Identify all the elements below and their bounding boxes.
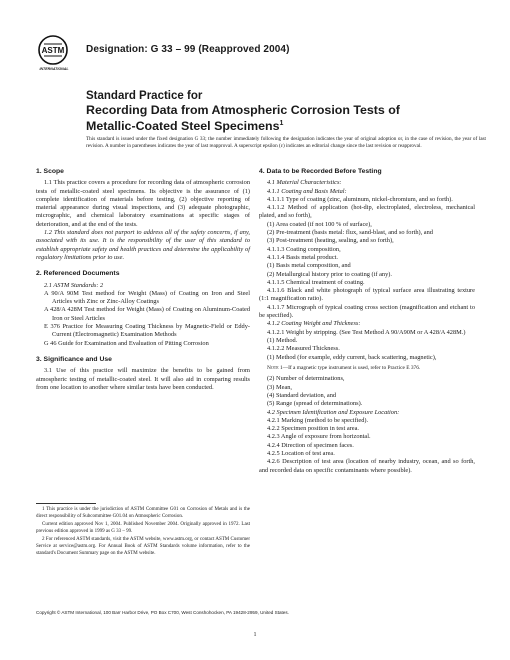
footnotes: [36, 507, 250, 559]
data-line-7: 4.1.1.3 Coating composition,: [267, 245, 341, 253]
data-line-b-4: 4.2 Specimen Identification and Exposure Location:: [267, 408, 400, 416]
referenced-documents-heading: 2. Referenced Documents: [36, 270, 120, 278]
data-line-b-3: (5) Range (spread of determinations).: [267, 400, 363, 408]
data-line-17: 4.1.2.2 Measured Thickness.: [267, 345, 340, 353]
significance-heading: 3. Significance and Use: [36, 355, 112, 363]
scope-1-1: 1.1 This practice covers a procedure for recording data of atmospheric corrosion tests of metallic-coated steel specimens. Its objective is the assurance of (1) complete identification of materials before testing, (2) objective reporting of material appearance during visual inspections, and (3) adequate photographic, micrographic, and chemical laboratory examinations at specific stages of deterioration, and at the end of the tests.: [36, 179, 250, 228]
data-line-5: (2) Pre-treatment (basis metal: flux, sand-blast, and so forth), and: [267, 229, 433, 237]
data-line-14: 4.1.2 Coating Weight and Thickness:: [267, 320, 361, 328]
data-line-2: 4.1.1.1 Type of coating (zinc, aluminum, nickel-chromium, and so forth).: [267, 195, 453, 203]
data-line-b-10: 4.2.6 Description of test area (location of nearby industry, ocean, and so forth, and recorded data on specific contaminants where possible).: [259, 458, 475, 474]
footnote-2: 2 For referenced ASTM standards, visit the ASTM website, www.astm.org, or contact ASTM Customer Service at service@astm.org. For Annual Book of ASTM Standards volume information, refer to the standard's Document Summary page on the ASTM website.: [36, 537, 250, 556]
scope-1-2: 1.2 This standard does not purport to address all of the safety concerns, if any, associated with its use. It is the responsibility of the user of this standard to establish appropriate safety and health practices and determine the applicability of regulatory limitations prior to use.: [36, 229, 250, 261]
logo-text: INTERNATIONAL: [39, 67, 69, 71]
data-line-b-6: 4.2.2 Specimen position in test area.: [267, 425, 359, 433]
scope-heading: 1. Scope: [36, 168, 64, 175]
data-line-4: (1) Area coated (if not 100 % of surface),: [267, 220, 372, 228]
right-lines: [259, 179, 475, 362]
data-line-15: 4.1.2.1 Weight by stripping. (See Test Method A 90/A90M or A 428/A 428M.): [267, 328, 466, 336]
title-footnote-mark: 1: [279, 120, 284, 127]
data-line-12: 4.1.1.6 Black and white photograph of typical surface area illustrating texture (1:1 magnification ratio).: [259, 287, 475, 303]
footnote-edition: Current edition approved Nov 1, 2004. Published November 2004. Originally approved in 1972. Last previous edition approved in 1999 as G 33 – 99.: [36, 522, 250, 534]
right-lines-2: [259, 375, 475, 475]
data-line-b-7: 4.2.3 Angle of exposure from horizontal.: [267, 433, 371, 441]
footnote-rule: [36, 503, 96, 504]
note-label: Note 1: [267, 364, 283, 371]
right-column: [259, 168, 475, 475]
page-number: 1: [253, 632, 257, 638]
footnote-1: 1 This practice is under the jurisdiction of ASTM Committee G01 on Corrosion of Metals and is the direct responsibility of Subcommittee G01.04 on Atmospheric Corrosion.: [36, 507, 250, 519]
data-line-b-9: 4.2.5 Location of test area.: [267, 450, 335, 457]
title-text: Metallic-Coated Steel Specimens: [86, 119, 280, 134]
note-text: —If a magnetic type instrument is used, refer to Practice E 376.: [282, 364, 421, 371]
ref-item-a428: A 428/A 428M Test method for Weight (Mass) of Coating on Aluminum-Coated Iron or Steel Articles: [44, 306, 250, 322]
data-line-0: 4.1 Material Characteristics:: [267, 179, 342, 187]
data-line-16: (1) Method.: [267, 336, 298, 344]
ref-item-e376: E 376 Practice for Measuring Coating Thickness by Magnetic-Field or Eddy-Current (Electromagnetic) Examination Methods: [44, 323, 250, 339]
note-1: [259, 365, 475, 373]
data-line-6: (3) Post-treatment (heating, sealing, and so forth),: [267, 237, 394, 245]
data-line-9: (1) Basis metal composition, and: [267, 262, 351, 270]
data-line-18: (1) Method (for example, eddy current, back scattering, magnetic),: [267, 353, 437, 361]
data-line-1: 4.1.1 Coating and Basis Metal:: [267, 187, 347, 195]
svg-text:ASTM: ASTM: [41, 46, 65, 55]
title-line-2: Recording Data from Atmospheric Corrosion Tests of: [86, 103, 400, 117]
data-line-3: 4.1.1.2 Method of application (hot-dip, electroplated, electroless, mechanical plated, and so forth),: [259, 204, 475, 220]
data-line-13: 4.1.1.7 Micrograph of typical coating cross section (magnification and etchant to be specified).: [259, 303, 475, 320]
ref-item-g46: G 46 Guide for Examination and Evaluation of Pitting Corrosion: [44, 339, 209, 347]
astm-logo: [36, 34, 70, 74]
ref-2-1: 2.1 ASTM Standards: 2: [44, 281, 104, 289]
title-line-1: Standard Practice for: [86, 90, 203, 102]
data-line-b-1: (3) Mean,: [267, 383, 293, 391]
data-line-10: (2) Metallurgical history prior to coating (if any).: [267, 270, 392, 278]
data-before-testing-heading: 4. Data to be Recorded Before Testing: [259, 168, 382, 175]
data-line-8: 4.1.1.4 Basis metal product.: [267, 253, 339, 261]
data-line-b-8: 4.2.4 Direction of specimen faces.: [267, 441, 354, 449]
left-column: [36, 168, 250, 392]
title-line-3: [86, 117, 486, 133]
data-line-b-5: 4.2.1 Marking (method to be specified).: [267, 416, 369, 424]
standard-notice: This standard is issued under the fixed designation G 33; the number immediately following the designation indicates the year of original adoption or, in the case of revision, the year of last revision. A number in parentheses indicates the year of last reapproval. A superscript epsilon (ε) indicates an editorial change since the last revision or reapproval.: [86, 136, 486, 149]
data-line-b-0: (2) Number of determinations,: [267, 375, 345, 383]
copyright: Copyright © ASTM International, 100 Barr Harbor Drive, PO Box C700, West Conshohocken, PA 19428-2959, United States.: [36, 610, 289, 615]
data-line-b-2: (4) Standard deviation, and: [267, 391, 337, 399]
data-line-11: 4.1.1.5 Chemical treatment of coating.: [267, 278, 365, 286]
designation: Designation: G 33 – 99 (Reapproved 2004): [86, 44, 290, 55]
significance-3-1: 3.1 Use of this practice will maximize the benefits to be gained from atmospheric testing of metallic-coated steel. It will also aid in comparing results from one location to another where similar tests have been conducted.: [36, 367, 250, 391]
ref-item-a90: A 90/A 90M Test method for Weight (Mass) of Coating on Iron and Steel Articles with Zinc or Zinc-Alloy Coatings: [44, 289, 250, 306]
title-block: [86, 90, 486, 133]
